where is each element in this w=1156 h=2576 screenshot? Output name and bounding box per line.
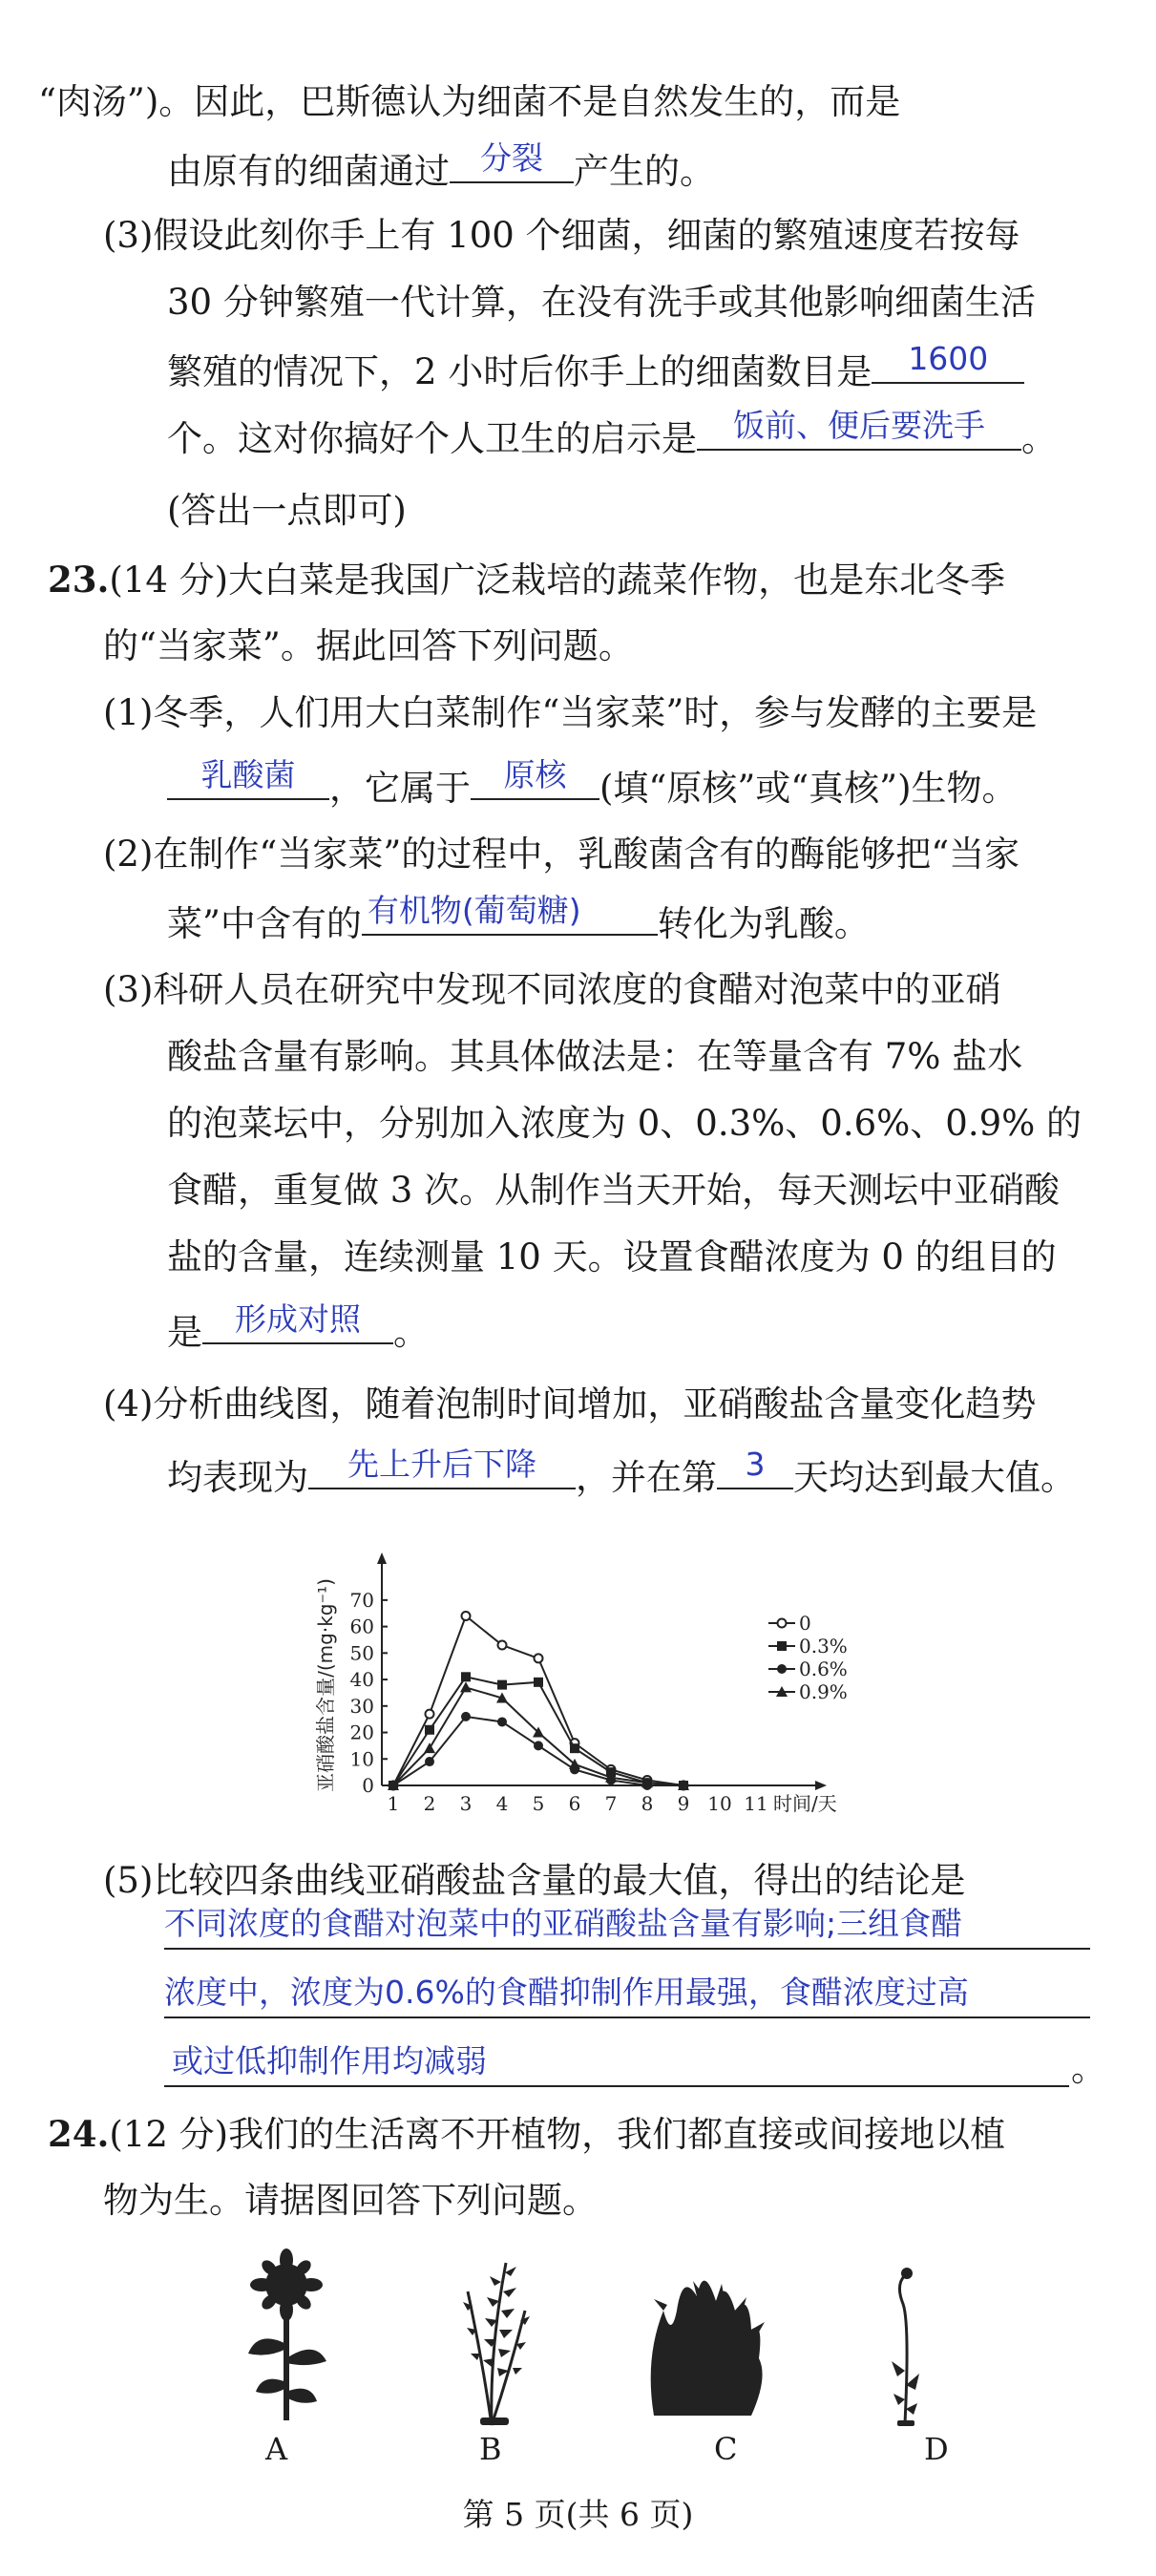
q23-p1-mid: ，它属于 bbox=[329, 768, 471, 809]
plant-label-b: B bbox=[479, 2431, 502, 2467]
x-tick-label: 5 bbox=[532, 1792, 545, 1815]
q23-p3-post: 。 bbox=[393, 1312, 429, 1353]
q23-p2-pre: 菜”中含有的 bbox=[167, 903, 362, 944]
q23-p4-pre: 均表现为 bbox=[167, 1457, 308, 1498]
series-point-1 bbox=[461, 1672, 471, 1681]
q24-line1 bbox=[48, 2110, 1005, 2159]
answer-blank[interactable] bbox=[308, 1446, 576, 1489]
legend-marker-2 bbox=[777, 1664, 787, 1674]
series-point-1 bbox=[425, 1725, 434, 1735]
q22-line2 bbox=[167, 139, 715, 196]
x-tick-label: 10 bbox=[707, 1792, 732, 1815]
answer-text: 饭前、便后要洗手 bbox=[733, 407, 985, 444]
answer-rule bbox=[164, 2085, 1069, 2087]
nitrite-line-chart bbox=[286, 1528, 916, 1843]
bryophyte-figure bbox=[892, 2268, 919, 2426]
question-number: 24. bbox=[48, 2113, 110, 2155]
y-tick-label: 50 bbox=[349, 1641, 374, 1665]
answer-blank[interactable] bbox=[717, 1446, 793, 1489]
series-point-1 bbox=[534, 1678, 543, 1687]
q22-p3-line4-pre: 个。这对你搞好个人卫生的启示是 bbox=[167, 418, 697, 459]
answer-text: 1600 bbox=[908, 340, 989, 377]
series-point-1 bbox=[497, 1680, 507, 1690]
q23-p3-line5: 盐的含量，连续测量 10 天。设置食醋浓度为 0 的组目的 bbox=[167, 1236, 1057, 1277]
q23-p2-line2 bbox=[167, 892, 870, 948]
y-tick-label: 40 bbox=[349, 1668, 374, 1692]
answer-text: 乳酸菌 bbox=[200, 756, 296, 793]
fern-figure bbox=[463, 2263, 530, 2425]
q23-p2-line1: (2)在制作“当家菜”的过程中，乳酸菌含有的酶能够把“当家 bbox=[103, 834, 1020, 875]
answer-text: 原核 bbox=[503, 756, 567, 793]
plant-label-c: C bbox=[714, 2431, 738, 2467]
series-point-0 bbox=[498, 1641, 507, 1650]
question-number: 23. bbox=[48, 559, 110, 601]
y-tick-label: 60 bbox=[349, 1615, 374, 1638]
answer-blank[interactable] bbox=[450, 139, 574, 183]
q22-line2-pre: 由原有的细菌通过 bbox=[167, 151, 450, 192]
series-point-0 bbox=[535, 1654, 543, 1662]
y-tick-label: 0 bbox=[362, 1774, 374, 1797]
answer-blank[interactable] bbox=[697, 407, 1021, 451]
q23-p5-answer-line3: 或过低抑制作用均减弱 bbox=[172, 2042, 487, 2080]
answer-text: 分裂 bbox=[480, 139, 543, 177]
legend-label-3: 0.9% bbox=[799, 1680, 848, 1703]
answer-text: 3 bbox=[745, 1446, 766, 1483]
q23-intro-text: (14 分)大白菜是我国广泛栽培的蔬菜作物，也是东北冬季 bbox=[109, 560, 1006, 601]
q23-p4-post: 天均达到最大值。 bbox=[793, 1457, 1076, 1498]
moss-figure bbox=[651, 2281, 765, 2416]
plant-illustrations bbox=[191, 2249, 1012, 2430]
series-point-2 bbox=[461, 1712, 471, 1721]
answer-blank[interactable] bbox=[167, 756, 329, 800]
q23-p5-end: 。 bbox=[1071, 2048, 1106, 2089]
q23-p3-line3: 的泡菜坛中，分别加入浓度为 0、0.3%、0.6%、0.9% 的 bbox=[167, 1103, 1082, 1144]
q22-line1: “肉汤”)。因此，巴斯德认为细菌不是自然发生的，而是 bbox=[38, 81, 901, 122]
answer-rule bbox=[164, 2016, 1090, 2018]
series-point-0 bbox=[462, 1612, 471, 1620]
y-tick-label: 10 bbox=[349, 1747, 374, 1771]
answer-blank[interactable] bbox=[362, 892, 658, 936]
answer-blank[interactable] bbox=[471, 756, 599, 800]
answer-text: 有机物(葡萄糖) bbox=[367, 892, 581, 929]
y-tick-label: 70 bbox=[349, 1588, 374, 1612]
plant-label-d: D bbox=[924, 2431, 949, 2467]
x-tick-label: 3 bbox=[459, 1792, 473, 1815]
q23-p2-post: 转化为乳酸。 bbox=[657, 903, 870, 944]
q22-p3-line4 bbox=[167, 407, 1057, 463]
q23-intro-line2: 的“当家菜”。据此回答下列问题。 bbox=[103, 625, 634, 666]
q23-p4-mid: ，并在第 bbox=[576, 1457, 717, 1498]
q22-p3-line1: (3)假设此刻你手上有 100 个细菌，细菌的繁殖速度若按每 bbox=[103, 215, 1020, 256]
series-line-0 bbox=[393, 1616, 683, 1785]
answer-blank[interactable] bbox=[202, 1300, 393, 1344]
q23-p3-line4: 食醋，重复做 3 次。从制作当天开始，每天测坛中亚硝酸 bbox=[167, 1170, 1061, 1211]
x-tick-label: 9 bbox=[677, 1792, 690, 1815]
y-tick-label: 20 bbox=[349, 1721, 374, 1744]
series-point-2 bbox=[534, 1741, 543, 1750]
x-tick-label: 8 bbox=[641, 1792, 654, 1815]
series-point-2 bbox=[497, 1717, 507, 1726]
page-footer: 第 5 页(共 6 页) bbox=[462, 2496, 694, 2533]
series-point-0 bbox=[426, 1710, 434, 1719]
q23-p5-answer-line1: 不同浓度的食醋对泡菜中的亚硝酸盐含量有影响;三组食醋 bbox=[164, 1905, 963, 1942]
q22-p3-line5: (答出一点即可) bbox=[167, 490, 407, 531]
series-point-1 bbox=[570, 1743, 579, 1753]
q23-p3-line6 bbox=[167, 1300, 429, 1357]
q22-p3-line2: 30 分钟繁殖一代计算，在没有洗手或其他影响细菌生活 bbox=[167, 282, 1036, 323]
q23-p4-line1: (4)分析曲线图，随着泡制时间增加，亚硝酸盐含量变化趋势 bbox=[103, 1383, 1037, 1425]
q23-p5-line1: (5)比较四条曲线亚硝酸盐含量的最大值，得出的结论是 bbox=[103, 1860, 966, 1901]
q24-line2: 物为生。请据图回答下列问题。 bbox=[103, 2180, 598, 2221]
q23-p4-line2 bbox=[167, 1446, 1076, 1502]
legend-marker-1 bbox=[777, 1641, 787, 1651]
legend-label-2: 0.6% bbox=[799, 1658, 848, 1680]
q23-p1-post: (填“原核”或“真核”)生物。 bbox=[599, 768, 1018, 809]
x-tick-label: 11 bbox=[744, 1792, 768, 1815]
legend-marker-0 bbox=[778, 1619, 787, 1628]
answer-blank[interactable] bbox=[872, 340, 1024, 384]
q23-p3-line2: 酸盐含量有影响。其具体做法是：在等量含有 7% 盐水 bbox=[167, 1036, 1023, 1077]
q23-p1-line2 bbox=[167, 756, 1018, 813]
x-tick-label: 6 bbox=[568, 1792, 581, 1815]
y-axis-label: 亚硝酸盐含量/(mg·kg⁻¹) bbox=[314, 1578, 337, 1792]
y-axis-arrow bbox=[377, 1552, 387, 1564]
x-tick-label: 4 bbox=[495, 1792, 509, 1815]
q24-text: (12 分)我们的生活离不开植物，我们都直接或间接地以植 bbox=[109, 2114, 1006, 2155]
q23-p1-line1: (1)冬季，人们用大白菜制作“当家菜”时，参与发酵的主要是 bbox=[103, 692, 1038, 733]
x-axis-arrow bbox=[815, 1781, 827, 1790]
series-point-3 bbox=[424, 1742, 435, 1753]
answer-text: 先上升后下降 bbox=[347, 1446, 536, 1483]
q22-p3-line3-pre: 繁殖的情况下，2 小时后你手上的细菌数目是 bbox=[167, 351, 872, 392]
series-point-2 bbox=[425, 1757, 434, 1766]
x-axis-label: 时间/天 bbox=[773, 1792, 837, 1815]
sunflower-figure bbox=[248, 2249, 326, 2420]
q22-p3-line3 bbox=[167, 340, 1024, 396]
q23-intro-line1 bbox=[48, 556, 1005, 604]
x-tick-label: 2 bbox=[423, 1792, 436, 1815]
x-tick-label: 7 bbox=[604, 1792, 618, 1815]
legend-label-0: 0 bbox=[799, 1612, 811, 1635]
q22-line2-post: 产生的。 bbox=[574, 151, 715, 192]
q23-p3-pre: 是 bbox=[167, 1312, 202, 1353]
legend-label-1: 0.3% bbox=[799, 1635, 848, 1658]
answer-rule bbox=[164, 1948, 1090, 1950]
x-tick-label: 1 bbox=[387, 1792, 400, 1815]
q23-p3-line1: (3)科研人员在研究中发现不同浓度的食醋对泡菜中的亚硝 bbox=[103, 969, 1001, 1010]
y-tick-label: 30 bbox=[349, 1694, 374, 1718]
plant-label-a: A bbox=[265, 2431, 288, 2467]
q22-p3-line4-post: 。 bbox=[1021, 418, 1057, 459]
q23-p5-answer-line2: 浓度中，浓度为0.6%的食醋抑制作用最强，食醋浓度过高 bbox=[164, 1974, 969, 2011]
answer-text: 形成对照 bbox=[235, 1300, 361, 1338]
